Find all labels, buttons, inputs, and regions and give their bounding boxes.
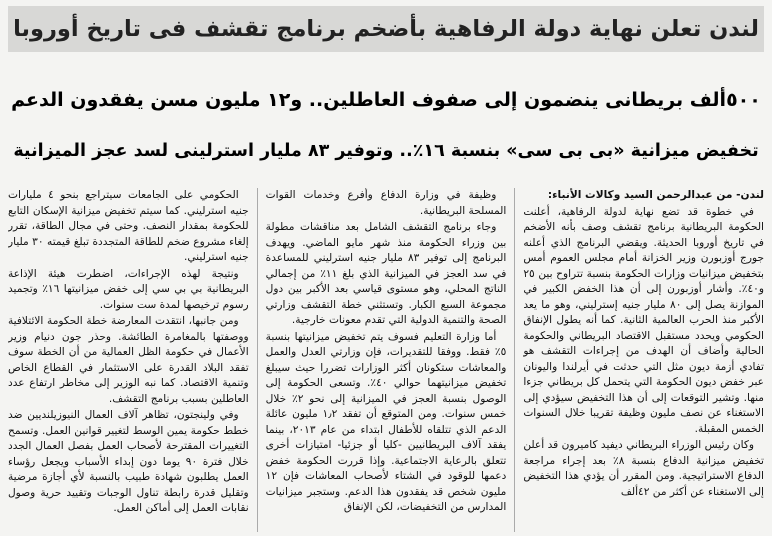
- sub-headline: تخفيض ميزانية «بى بى سى» بنسبة ١٦٪.. وتوفير ٨٣ مليار استرلينى لسد عجز الميزانية: [13, 141, 759, 161]
- article-paragraph: وظيفة في وزارة الدفاع وأفرع وخدمات القوات المسلحة البريطانية.: [265, 189, 507, 217]
- article-column-3: [8, 188, 249, 532]
- article-column-1: [523, 188, 764, 532]
- article-columns: [8, 188, 764, 532]
- column-divider: [514, 188, 515, 532]
- article-paragraph: وفي ولينجتون، تظاهر آلاف العمال النيوزيلنديين ضد خطط حكومة يمين الوسط لتغيير قوانين العمل. وتسمح التغييرات المقترحة لأصحاب العمل بفصل العمال الجدد خلال فترة ٩٠ يوما دون إبداء الأسباب ويجعل رؤساء العمل يطلبون شهادة طبيب بالنسبة لأي أجازة مرضية وتقليل قدرة رابطة تناول الوجبات وتقييد حرية وصول نقابات العمل إلى أماكن العمل.: [7, 409, 249, 514]
- article-paragraph: وكان رئيس الوزراء البريطاني ديفيد كاميرون قد أعلن تخفيض ميزانية الدفاع بنسبة ٨٪ بعد إجراء مراجعة الدفاع الاستراتيجية. ومن المقرر أن يؤدي هذا التخفيض إلى الاستغناء عن أكثر من ٤٢ألف: [523, 439, 764, 498]
- article-paragraph: أما وزارة التعليم فسوف يتم تخفيض ميزانيتها بنسبة ٥٪ فقط. ووفقا للتقديرات، فإن وزارتي العدل والعمل والمعاشات ستكونان أكثر الوزارات تضررا حيث سيبلغ تخفيض ميزانيتهما حوالي ٤٠٪. وتسعى الحكومة إلى الوصول بنسبة العجز في الميزانية إلى نحو ٢٪ خلال خمس سنوات. ومن المتوقع أن تفقد ١٫٢ مليون عائلة الدعم الذي تتلقاه للأطفال ابتداء من عام ٢٠١٣، بينما يفقد آلاف البريطانيين -كليا أو جزئيا- امتيازات أخرى تتعلق بالرعاية الاجتماعية. وإذا قررت الحكومة خفض دعمها للوقود في الشتاء لأصحاب المعاشات فإن ١٢ مليون شخص قد يفقدون هذا الدعم. وستجبر ميزانيات المدارس من التخفيضات، لكن الإنفاق: [265, 330, 507, 513]
- article-paragraph: ونتيجة لهذه الإجراءات، اضطرت هيئة الإذاعة البريطانية بي بي سي إلى خفض ميزانيتها ١٦٪ وتجميد رسوم ترخيصها لمدة ست سنوات.: [7, 267, 249, 311]
- kicker-banner: لندن تعلن نهاية دولة الرفاهية بأضخم برنامج تقشف فى تاريخ أوروبا: [8, 6, 764, 52]
- article-paragraph: الحكومي على الجامعات سيتراجع بنحو ٤ مليارات جنيه استرليني. كما سيتم تخفيض ميزانية الإسكان التابع للحكومة بمقدار النصف. وحتى في مجال الطاقة، تقرر إلغاء مشروع ضخم للطاقة المتجددة تبلغ قيمته ٣٠ مليار جنيه استرليني.: [7, 189, 249, 263]
- article-paragraph: في خطوة قد تضع نهاية لدولة الرفاهية، أعلنت الحكومة البريطانية برنامج تقشف وصف بأنه الأضخم في تاريخ أوروبا الحديثة. ويقضي البرنامج الذي أعلنه جورج أوزبورن وزير الخزانة أمام مجلس العموم أمس بتخفيض ميزانيات وزارات الحكومة بنسبة تتراوح بين ٢٥ و٤٠٪. وأشار أوزبورن إلى أن هذا الخفض الكبير في الموازنة يصل إلى ٨٠ مليار جنيه إسترليني، وهو ما يعد الأكبر منذ الحرب العالمية الثانية. كما أنه يطول الإنفاق الحكومي ويحدد مستقبل الاقتصاد البريطاني والحكومة الحالية وأضاف أن الهدف من إجراءات التقشف هو تفادي أزمة ديون مثل التي حدثت في أيرلندا واليونان عبر خفض ديون الحكومة التي يتحمل كل بريطاني جزءا منها. وتشير التوقعات إلى أن هذا التخفيض سيؤدي إلى الاستغناء عن نصف مليون وظيفة تقريبا خلال السنوات الخمس المقبلة.: [523, 205, 764, 435]
- byline: لندن- من عبدالرحمن السيد وكالات الأنباء:: [547, 189, 764, 201]
- article-paragraph: وجاء برنامج التقشف الشامل بعد مناقشات مطولة بين وزراء الحكومة منذ شهر مايو الماضي. ويهدف البرنامج إلى توفير ٨٣ مليار جنيه استرليني للمساعدة في سد العجز في الميزانية الذي بلغ ١١٪ من إجمالي الناتج المحلي، وهو مستوى قياسي بعد الأكبر بين دول مجموعة السبع الكبار. وتستثني خطة التقشف وزارتي الصحة والتنمية الدولية التي تقدم معونات خارجية.: [265, 221, 507, 326]
- column-divider: [257, 188, 258, 532]
- main-headline: ٥٠٠ألف بريطانى ينضمون إلى صفوف العاطلين.. و١٢ مليون مسن يفقدون الدعم: [11, 89, 761, 111]
- article-paragraph: ومن جانبها، انتقدت المعارضة خطة الحكومة الائتلافية ووصفتها بالمغامرة الطائشة. وحذر جون دنيام وزير الأعمال في حكومة الظل العمالية من أن الخطة سوف تفقد البلاد القدرة على الاستثمار في القطاع الخاص وتنمية الاقتصاد. كما نبه الوزير إلى مخاطر ارتفاع عدد العاطلين بسبب برنامج التقشف.: [7, 315, 249, 405]
- article-column-2: [266, 188, 507, 532]
